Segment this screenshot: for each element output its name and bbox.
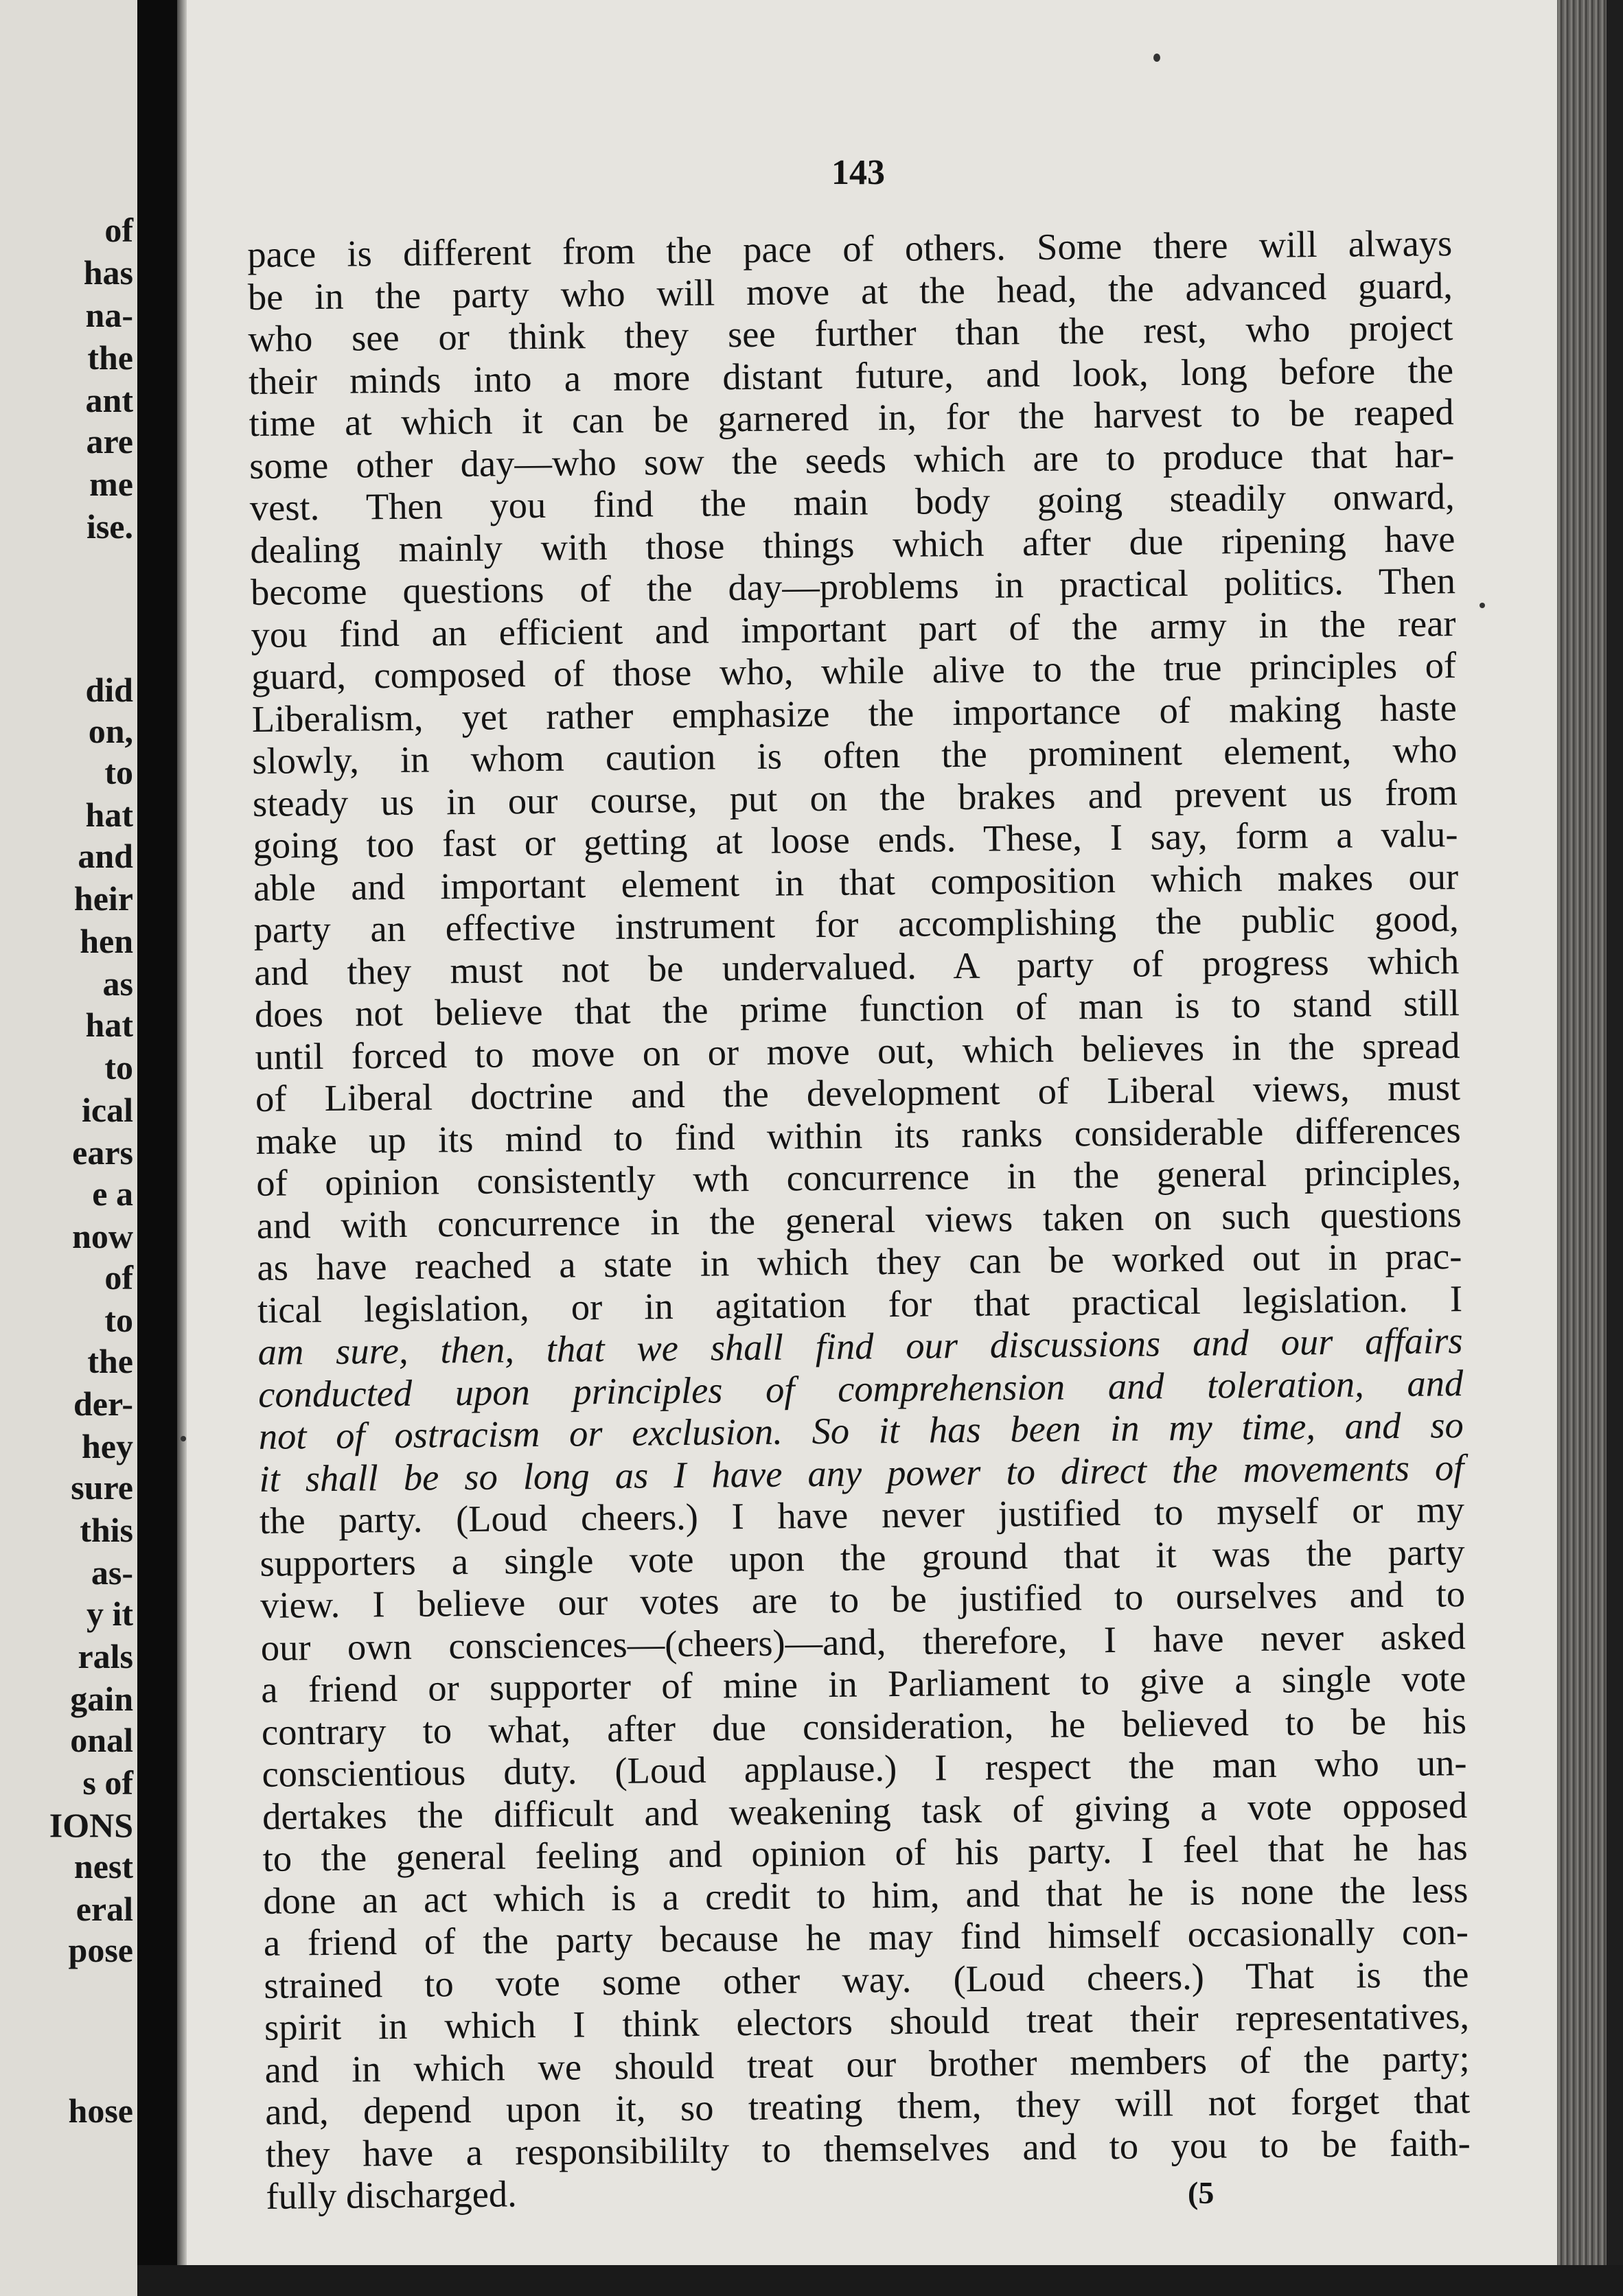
previous-page-fragment: and [78, 837, 133, 875]
previous-page-fragment: ears [72, 1133, 133, 1172]
page-number: 143 [831, 153, 885, 192]
text-line: does not believe that the prime function of man is to stand still [254, 982, 1460, 1035]
text-line: dealing mainly with those things which after due ripening have [250, 517, 1455, 571]
previous-page-fragment: der- [73, 1384, 133, 1423]
previous-page-fragment: me [89, 465, 133, 503]
previous-page-fragment: as- [91, 1553, 133, 1592]
text-line: who see or think they see further than the rest, who project [248, 306, 1453, 360]
text-line: spirit in which I think electors should treat their representatives, [264, 1995, 1470, 2048]
previous-page-fragment: to [104, 753, 133, 791]
previous-page-fragment: hey [82, 1427, 133, 1465]
previous-page-fragment: y it [86, 1595, 133, 1633]
text-line: the party. (Loud cheers.) I have never justified to myself or my [259, 1488, 1465, 1542]
ink-speck [1153, 54, 1160, 62]
text-line: slowly, in whom caution is often the prominent element, who [252, 728, 1458, 782]
text-line: and they must not be undervalued. A party of progress which [254, 939, 1460, 993]
text-line: going too fast or getting at loose ends. These, I say, form a valu- [253, 813, 1458, 866]
previous-page-fragment: the [87, 1342, 133, 1380]
previous-page-fragment: ical [82, 1091, 133, 1129]
previous-page-fragment: na- [85, 296, 133, 334]
text-line: not of ostracism or exclusion. So it has been in my time, and so [258, 1404, 1464, 1457]
book-spine [137, 0, 177, 2296]
book-edge-bottom [137, 2265, 1623, 2296]
text-line: am sure, then, that we shall find our discussions and our affairs [257, 1319, 1463, 1373]
text-line: done an act which is a credit to him, and that he is none the less [263, 1868, 1469, 1922]
previous-page-fragment: the [87, 338, 133, 377]
previous-page-fragment: as [102, 964, 133, 1003]
body-text [247, 222, 1471, 2217]
text-line: guard, composed of those who, while alive to the true principles of [251, 644, 1457, 697]
previous-page-fragment: to [104, 1301, 133, 1339]
previous-page-fragment: this [80, 1511, 133, 1549]
text-line: able and important element in that composition which makes our [253, 855, 1459, 909]
previous-page-fragment: hat [85, 796, 133, 834]
previous-page-fragment: heir [73, 879, 133, 918]
text-line: vest. Then you find the main body going steadily onward, [249, 475, 1455, 529]
text-line: and with concurrence in the general views taken on such questions [256, 1192, 1462, 1246]
text-line: dertakes the difficult and weakening task of giving a vote opposed [262, 1783, 1468, 1837]
text-line: become questions of the day—problems in practical politics. Then [250, 559, 1456, 613]
text-line: some other day—who sow the seeds which are to produce that har- [249, 432, 1455, 487]
ink-speck [1480, 603, 1485, 608]
text-line: it shall be so long as I have any power to direct the movements of [259, 1446, 1464, 1500]
previous-page-edge [0, 0, 137, 2296]
text-line: view. I believe our votes are to be justified to ourselves and to [260, 1573, 1466, 1626]
previous-page-fragment: on, [88, 712, 133, 750]
previous-page-fragment: of [104, 1258, 133, 1297]
previous-page-fragment: ant [85, 381, 133, 419]
previous-page-fragment: are [86, 422, 133, 461]
previous-page-fragment: has [83, 253, 133, 292]
previous-page-fragment: pose [68, 1931, 133, 1969]
previous-page-fragment: e a [92, 1174, 133, 1213]
previous-page-fragment: of [104, 211, 133, 249]
text-line: and, depend upon it, so treating them, they will not forget that [264, 2079, 1471, 2133]
text-line: and in which we should treat our brother members of the party; [264, 2037, 1470, 2091]
text-line: until forced to move on or move out, which believes in the spread [255, 1023, 1460, 1078]
previous-page-fragment: hose [68, 2091, 133, 2130]
text-line: time at which it can be garnered in, for the harvest to be reaped [249, 391, 1454, 444]
previous-page-fragment: did [85, 671, 133, 709]
ink-speck [181, 1436, 186, 1441]
previous-page-fragment: hen [80, 922, 133, 960]
text-line: be in the party who will move at the head, the advanced guard, [247, 264, 1453, 318]
text-line: contrary to what, after due consideration, he believed to be his [261, 1699, 1467, 1753]
previous-page-fragment: nest [73, 1847, 133, 1886]
text-line: a friend or supporter of mine in Parliament to give a single vote [261, 1657, 1466, 1711]
text-line: make up its mind to find within its ranks considerable differences [255, 1108, 1461, 1162]
signature-mark: (5 [1188, 2175, 1215, 2210]
text-line: conscientious duty. (Loud applause.) I respect the man who un- [262, 1741, 1467, 1795]
text-line: tical legislation, or in agitation for that practical legislation. I [257, 1277, 1463, 1331]
previous-page-fragment: rals [78, 1637, 133, 1675]
text-line: of Liberal doctrine and the development of Liberal views, must [255, 1066, 1461, 1120]
text-line: steady us in our course, put on the brakes and prevent us from [252, 770, 1458, 824]
previous-page-fragment: now [72, 1217, 133, 1255]
text-line: a friend of the party because he may find himself occasionally con- [263, 1910, 1469, 1964]
previous-page-fragment: IONS [49, 1806, 133, 1844]
previous-page-fragment: to [104, 1048, 133, 1087]
text-line: as have reached a state in which they can be worked out in prac- [257, 1235, 1462, 1288]
previous-page-fragment: onal [70, 1721, 133, 1759]
previous-page-fragment: gain [70, 1680, 133, 1718]
previous-page-fragment: sure [71, 1468, 133, 1507]
text-line: Liberalism, yet rather emphasize the importance of making haste [251, 686, 1457, 740]
text-line: fully discharged. [266, 2172, 518, 2217]
previous-page-fragment: hat [85, 1006, 133, 1044]
text-line: you find an efficient and important part of the army in the rear [251, 601, 1456, 656]
spine-shadow [177, 0, 187, 2296]
text-line: pace is different from the pace of others. Some there will always [247, 222, 1453, 275]
text-line: our own consciences—(cheers)—and, therefore, I have never asked [260, 1614, 1466, 1669]
text-line: of opinion consistently wth concurrence in the general principles, [255, 1150, 1462, 1204]
previous-page-fragment: ise. [86, 507, 133, 546]
text-line: conducted upon principles of comprehension and toleration, and [257, 1361, 1464, 1415]
text-line: party an effective instrument for accomplishing the public good, [253, 897, 1459, 951]
book-edge-shadow [1607, 0, 1623, 2296]
text-line: strained to vote some other way. (Loud cheers.) That is the [264, 1952, 1469, 2006]
text-line: their minds into a more distant future, and look, long before the [248, 348, 1454, 402]
previous-page-fragment: eral [76, 1890, 133, 1928]
text-line: they have a responsibililty to themselves and to you to be faith- [265, 2121, 1471, 2175]
previous-page-fragment: s of [82, 1763, 133, 1802]
text-line: to the general feeling and opinion of his party. I feel that he has [262, 1826, 1468, 1879]
text-line: supporters a single vote upon the ground that it was the party [260, 1530, 1465, 1584]
